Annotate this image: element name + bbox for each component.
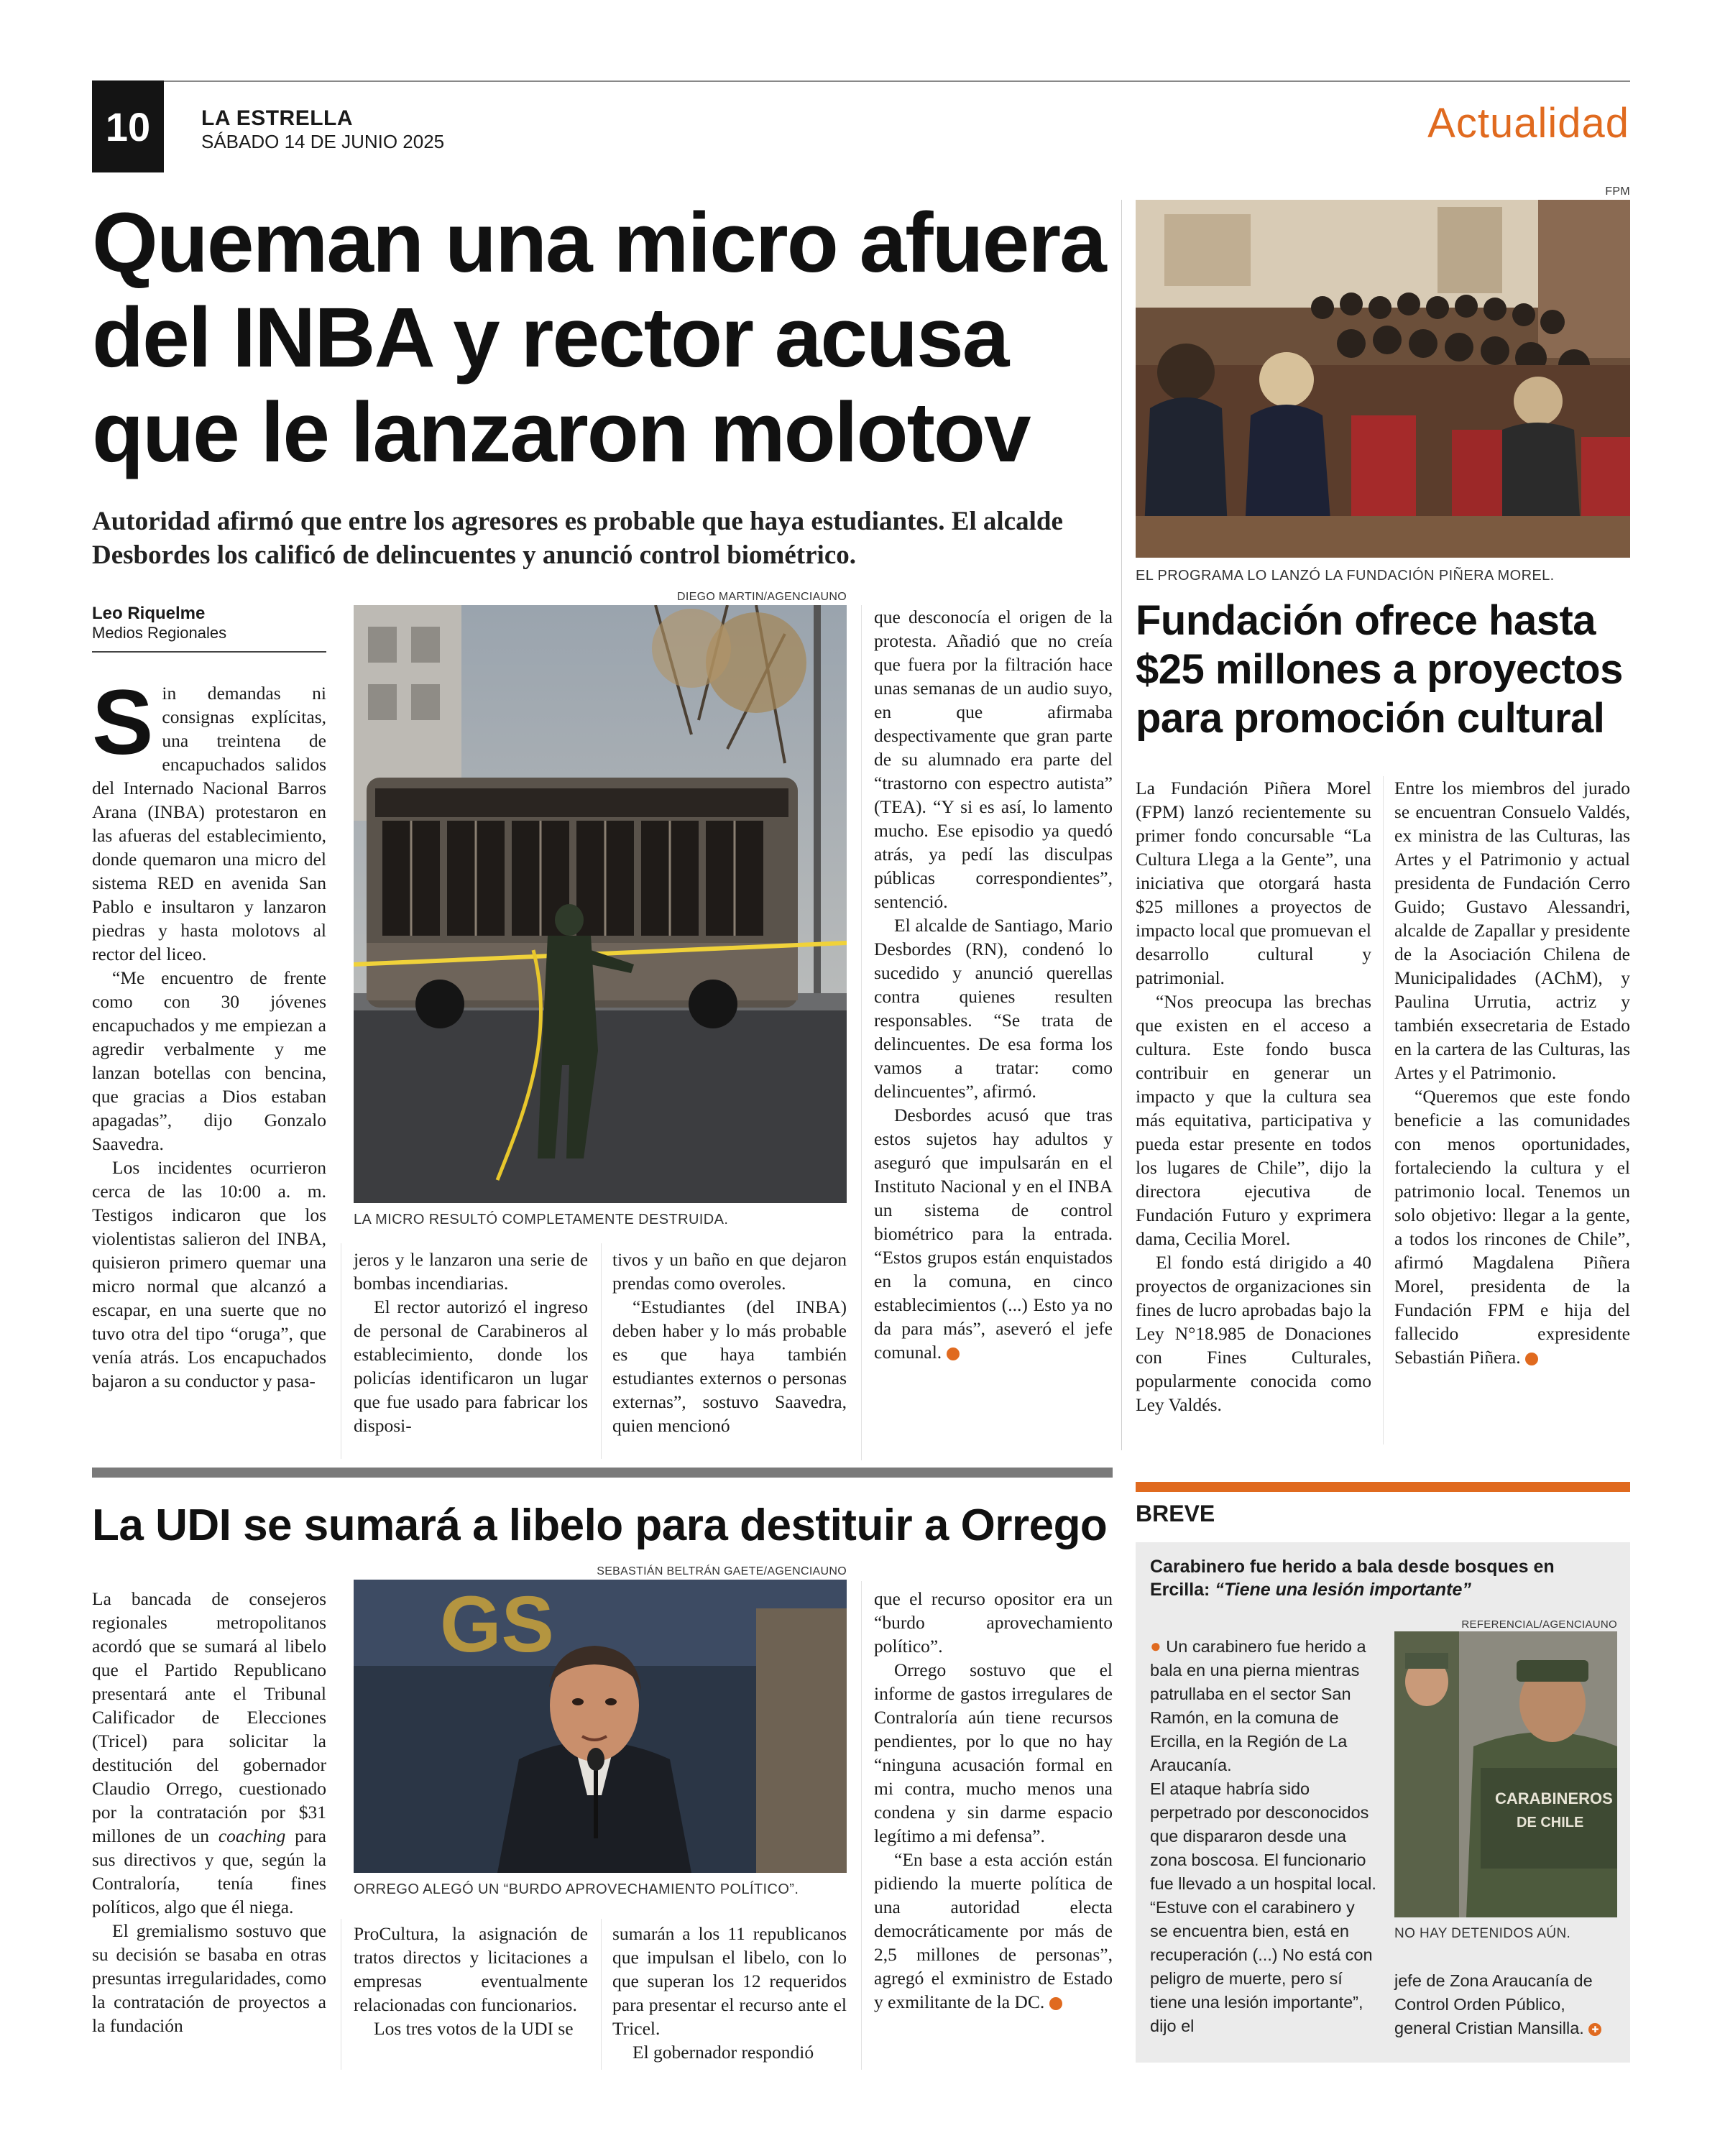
audience-illustration [1136, 200, 1630, 558]
foundation-col2-p2-text: “Queremos que este fondo beneficie a las comunidades con menos oportunidades, fortaleciendo la cultura y el patrimonio local. Tenemos un solo objetivo: llegar a la gente, a todos los rincones de Chile”, afirmó Magdalena Piñera Morel, presidenta de la Fundación FPM e hija del fallecido expresidente Sebastián Piñera. [1394, 1086, 1630, 1368]
publication-date: SÁBADO 14 DE JUNIO 2025 [201, 131, 445, 152]
udi-column-2 [354, 1922, 588, 2040]
breve-body [1150, 1634, 1377, 2038]
udi-col1-p1-b: para sus directivos y que, según la Contraloría, tenía fines políticos, algo que él niega. [92, 1825, 326, 1917]
main-col4-p1: que desconocía el origen de la protesta. Añadió que no creía que fuera por la filtración hace unas semanas de un audio suyo, en que afirmaba despectivamente que gran parte de su alumnado era parte del “trastorno con espectro autista” (TEA). “Y si es así, lo lamento mucho. Ese episodio ya quedó atrás, ya pedí las disculpas públicas correspondientes”, sentenció. [874, 607, 1113, 912]
right-column-rule [1121, 200, 1122, 1450]
police-photo [1394, 1631, 1617, 1917]
breve-title-plain: Carabinero fue herido a bala desde bosques en Ercilla: [1150, 1557, 1555, 1600]
main-deck: Autoridad afirmó que entre los agresores es probable que haya estudiantes. El alcalde Desbordes los calificó de delincuentes y anunció control biométrico. [92, 507, 1063, 570]
audience-photo [1136, 200, 1630, 558]
fpm-photo-credit: FPM [1605, 185, 1630, 198]
breve-p1-text: Un carabinero fue herido a bala en una pierna mientras patrullaba en el sector San Ramón, en la comuna de Ercilla, en la Región de La Araucanía. [1150, 1637, 1366, 1774]
end-mark-icon: ✚ [1588, 2023, 1601, 2036]
udi-column-1 [92, 1587, 326, 2037]
main-col1-p1: in demandas ni consignas explícitas, una treintena de encapuchados salidos del Internado Nacional Barros Arana (INBA) protestaron en las afueras del establecimiento, donde quemaron una micro del sistema RED en avenida San Pablo e insultaron y lanzaron piedras y hasta molotovs al rector del liceo. [92, 683, 326, 964]
main-col3-p2: “Estudiantes (del INBA) deben haber y lo más probable es que haya también estudiantes externos o personas externas”, sostuvo Saavedra, quien mencionó [612, 1296, 847, 1436]
column-divider [601, 1243, 602, 1459]
section-label: Actualidad [1427, 100, 1629, 147]
end-mark-icon: ✚ [1049, 1997, 1062, 2010]
police-photo-credit: REFERENCIAL/AGENCIAUNO [1461, 1618, 1617, 1631]
udi-col3-p1: sumarán a los 11 republicanos que impulsan el libelo, con lo que superan los 12 requeridos para presentar el recurso ante el Tricel. [612, 1923, 847, 2039]
breve-body-continued [1394, 1969, 1622, 2040]
section-divider-rule [92, 1468, 1113, 1478]
column-divider [861, 1581, 862, 2070]
vest-text-de-chile: DE CHILE [1517, 1815, 1584, 1830]
udi-col1-p1-a: La bancada de consejeros regionales metropolitanos acordó que se sumará al libelo que el Partido Republicano presentará ante el Tribunal Calificador de Elecciones (Tricel) para solicitar la destitución del gobernador Claudio Orrego, cuestionado por la contratación por $31 millones de un [92, 1588, 326, 1846]
foundation-col2-p2 [1394, 1084, 1630, 1369]
page-number: 10 [92, 80, 164, 172]
udi-col2-p1: ProCultura, la asignación de tratos directos y licitaciones a empresas eventualmente relacionadas con funcionarios. [354, 1923, 588, 2015]
udi-col1-p1 [92, 1587, 326, 1919]
udi-column-3 [612, 1922, 847, 2064]
main-col4-p3 [874, 1103, 1113, 1364]
police-illustration [1394, 1631, 1617, 1917]
bus-photo-credit: DIEGO MARTIN/AGENCIAUNO [677, 591, 847, 603]
udi-col1-p2: El gremialismo sostuvo que su decisión se basaba en otras presuntas irregularidades, como la contratación de proyectos a la fundación [92, 1920, 326, 2036]
udi-col4-p3 [874, 1848, 1113, 2014]
breve-p3 [1394, 1969, 1622, 2040]
main-col2-p2: El rector autorizó el ingreso de personal de Carabineros al establecimiento, donde los policías identificaron un lugar que fue usado para fabricar los disposi- [354, 1296, 588, 1436]
orrego-photo-credit: SEBASTIÁN BELTRÁN GAETE/AGENCIAUNO [597, 1565, 847, 1577]
police-photo-caption: NO HAY DETENIDOS AÚN. [1394, 1926, 1571, 1941]
publication-name: LA ESTRELLA [201, 106, 354, 130]
column-divider [601, 1919, 602, 2070]
breve-accent-rule [1136, 1482, 1630, 1492]
byline-org: Medios Regionales [92, 624, 227, 642]
vest-text-carabineros: CARABINEROS [1495, 1789, 1613, 1807]
burned-bus-photo [354, 605, 847, 1203]
main-headline: Queman una micro afuera del INBA y rector acusa que le lanzaron molotov [92, 195, 1105, 480]
main-col4-p3-text: Desbordes acusó que tras estos sujetos hay adultos y aseguró que impulsarán en el Instituto Nacional y en el INBA un sistema de control biométrico para la entrada. “Estos grupos están enquistados en la comuna, en cinco establecimientos (...) Esto ya no da para más”, aseveró el jefe comunal. [874, 1105, 1113, 1363]
backdrop-sign-text: GS [440, 1580, 554, 1669]
breve-p3-text: jefe de Zona Araucanía de Control Orden Público, general Cristian Mansilla. [1394, 1971, 1593, 2037]
udi-col4-p2: Orrego sostuvo que el informe de gastos irregulares de Contraloría aún tiene recursos pendientes, por lo que no hay “ninguna acusación formal en mi contra, mucho menos una condena y sin darme espacio legítimo a mi defensa”. [874, 1659, 1113, 1846]
main-column-1 [92, 671, 326, 1393]
udi-column-4 [874, 1587, 1113, 2014]
header-top-rule [92, 80, 1630, 82]
column-divider [861, 605, 862, 1460]
breve-title [1150, 1555, 1617, 1601]
main-col1-p3: Los incidentes ocurrieron cerca de las 10:00 a. m. Testigos indicaron que los violentistas salieron del INBA, quisieron primero quemar una micro normal que alcanzó a escapar, en una suerte que no tuvo otra del tipo “oruga”, que venía atrás. Los encapuchados bajaron a su conductor y pasa- [92, 1157, 326, 1391]
column-divider [1383, 776, 1384, 1445]
bullet-dot-icon: ● [1150, 1635, 1162, 1657]
udi-col1-p1-em: coaching [218, 1825, 286, 1846]
main-column-2 [354, 1248, 588, 1437]
foundation-column-2 [1394, 776, 1630, 1369]
breve-title-quote: “Tiene una lesión importante” [1215, 1580, 1471, 1600]
main-col2-p1: jeros y le lanzaron una serie de bombas incendiarias. [354, 1249, 588, 1294]
main-col1-p2: “Me encuentro de frente como con 30 jóvenes encapuchados y me empiezan a agredir verbalmente y me lanzan botellas con bencina, que gracias a Dios estaban apagadas”, dijo Gonzalo Saavedra. [92, 967, 326, 1154]
burned-bus-illustration [354, 605, 847, 1203]
dropcap: S [92, 671, 154, 774]
main-column-3 [612, 1248, 847, 1437]
breve-p2: El ataque habría sido perpetrado por desconocidos que dispararon desde una zona boscosa. El funcionario fue llevado a un hospital local. “Estuve con el carabinero y se encuentra bien, está en recuperación (...) No está con peligro de muerte, pero sí tiene una lesión importante”, dijo el [1150, 1779, 1376, 2035]
foundation-col1-p3: El fondo está dirigido a 40 proyectos de organizaciones sin fines de lucro aprobadas bajo la Ley N°18.985 de Donaciones con Fines Culturales, popularmente conocida como Ley Valdés. [1136, 1252, 1371, 1415]
orrego-photo-caption: ORREGO ALEGÓ UN “BURDO APROVECHAMIENTO POLÍTICO”. [354, 1881, 799, 1897]
udi-col2-p2: Los tres votos de la UDI se [374, 2018, 574, 2039]
foundation-col2-p1: Entre los miembros del jurado se encuentran Consuelo Valdés, ex ministra de las Culturas, las Artes y el Patrimonio y actual presidenta de Fundación Cerro Guido; Gustavo Alessandri, alcalde de Zapallar y presidente de la Asociación Chilena de Municipalidades (AChM), y Paulina Urrutia, actriz y también exsecretaria de Estado en la cartera de las Culturas, las Artes y el Patrimonio. [1394, 778, 1630, 1083]
udi-headline: La UDI se sumará a libelo para destituir a Orrego [92, 1501, 1108, 1550]
fpm-photo-caption: EL PROGRAMA LO LANZÓ LA FUNDACIÓN PIÑERA MOREL. [1136, 568, 1555, 584]
end-mark-icon: ✚ [947, 1348, 960, 1360]
foundation-col1-p1: La Fundación Piñera Morel (FPM) lanzó recientemente su primer fondo concursable “La Cultura Llega a la Gente”, una iniciativa que otorgará hasta $25 millones a proyectos de impacto local que promuevan el desarrollo cultural y patrimonial. [1136, 778, 1371, 988]
breve-label: BREVE [1136, 1501, 1215, 1526]
byline-name: Leo Riquelme [92, 604, 206, 623]
main-col4-p2: El alcalde de Santiago, Mario Desbordes (RN), condenó lo sucedido y anunció querellas contra quienes resulten responsables. “Se trata de delincuentes. De esa forma los vamos a tratar: como delincuentes”, afirmó. [874, 915, 1113, 1102]
main-column-4 [874, 605, 1113, 1364]
orrego-illustration [354, 1580, 847, 1873]
foundation-headline: Fundación ofrece hasta $25 millones a proyectos para promoción cultural [1136, 597, 1623, 742]
udi-col3-p2: El gobernador respondió [632, 2042, 814, 2063]
orrego-photo [354, 1580, 847, 1873]
udi-col4-p3-text: “En base a esta acción están pidiendo la muerte política de una autoridad electa democráticamente por más de 2,5 millones de personas”, agregó el exministro de Estado y exmilitante de la DC. [874, 1849, 1113, 2012]
bus-photo-caption: LA MICRO RESULTÓ COMPLETAMENTE DESTRUIDA. [354, 1212, 729, 1227]
end-mark-icon: ✚ [1525, 1353, 1538, 1365]
byline-rule [92, 651, 326, 653]
foundation-column-1 [1136, 776, 1371, 1416]
foundation-col1-p2: “Nos preocupa las brechas que existen en el acceso a cultura. Este fondo busca contribuir en generar un impacto y que la cultura sea más equitativa, participativa y pueda estar presente en todos los lugares de Chile”, dijo la directora ejecutiva de Fundación Futuro y exprimera dama, Cecilia Morel. [1136, 991, 1371, 1249]
breve-p1 [1150, 1634, 1377, 1777]
udi-col4-p1: que el recurso opositor era un “burdo aprovechamiento político”. [874, 1588, 1113, 1657]
main-col3-p1: tivos y un baño en que dejaron prendas como overoles. [612, 1249, 847, 1294]
